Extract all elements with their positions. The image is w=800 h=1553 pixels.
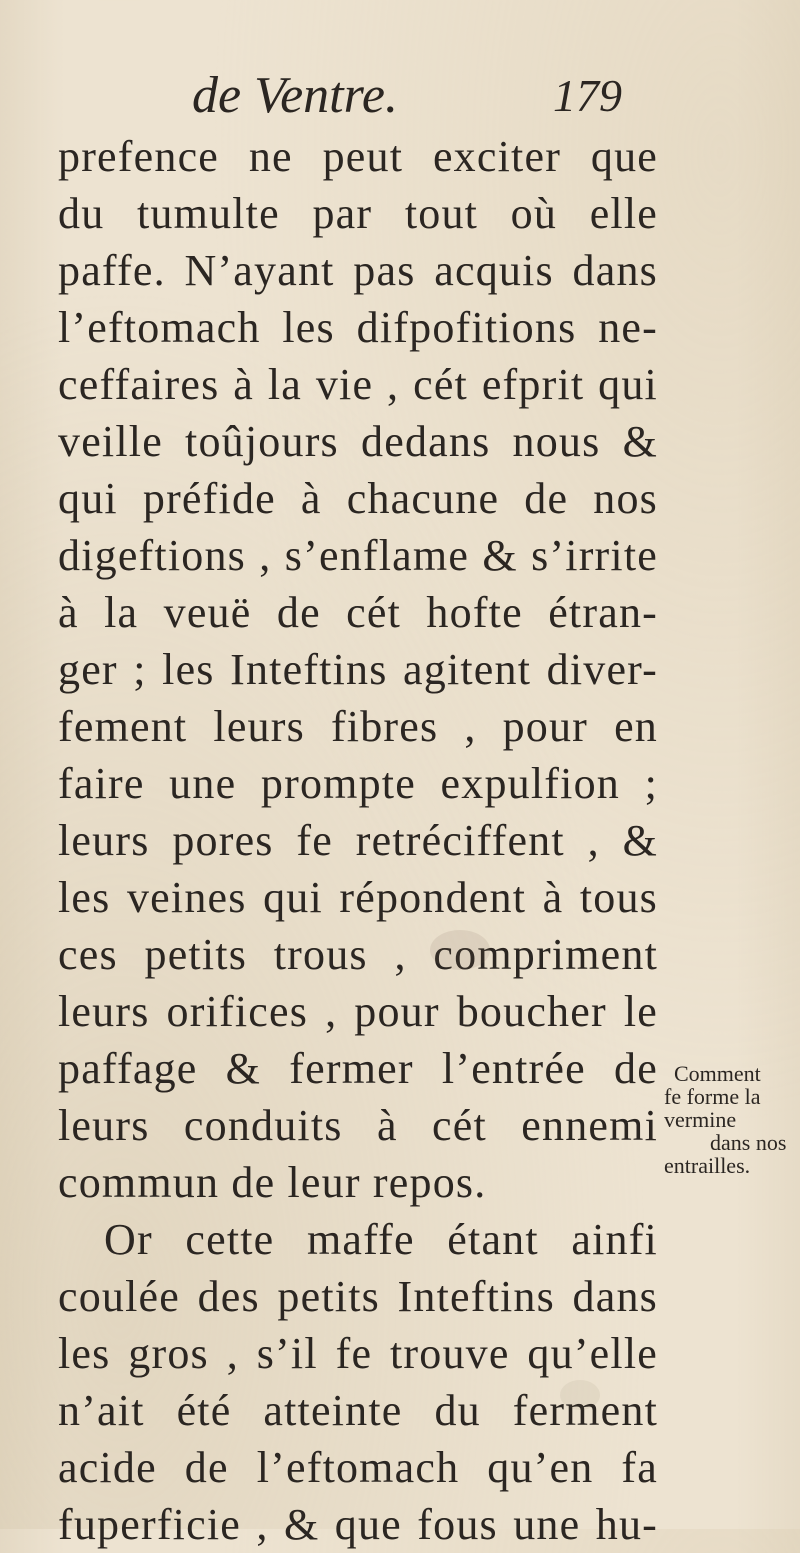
text-line: faire une prompte expulfion ; — [58, 759, 658, 808]
paper-stain — [560, 1380, 600, 1410]
text-line: fement leurs fibres , pour en — [58, 702, 658, 751]
text-line: ces petits trous , compriment — [58, 930, 658, 979]
text-line: leurs conduits à cét ennemi — [58, 1101, 658, 1150]
margin-note-line: fe forme la — [664, 1084, 761, 1109]
text-line: ceffaires à la vie , cét efprit qui — [58, 360, 658, 409]
text-line: paffage & fermer l’entrée de — [58, 1044, 658, 1093]
text-line: prefence ne peut exciter que — [58, 132, 658, 181]
text-line: du tumulte par tout où elle — [58, 189, 658, 238]
text-line: les gros , s’il fe trouve qu’elle — [58, 1329, 658, 1378]
text-line: acide de l’eftomach qu’en fa — [58, 1443, 658, 1492]
page-number: 179 — [553, 70, 622, 121]
text-line: n’ait été atteinte du ferment — [58, 1386, 658, 1435]
text-line: coulée des petits Inteftins dans — [58, 1272, 658, 1321]
text-line: l’eftomach les difpofitions ne- — [58, 303, 658, 352]
text-line: ger ; les Inteftins agitent diver- — [58, 645, 658, 694]
text-line: digeftions , s’enflame & s’irrite — [58, 531, 658, 580]
paragraph-start-line: Or cette maffe étant ainfi — [104, 1215, 658, 1264]
body-text — [58, 128, 658, 1553]
text-line: à la veuë de cét hofte étran- — [58, 588, 658, 637]
text-line: fuperficie , & que fous une hu- — [58, 1500, 658, 1549]
text-line: qui préfide à chacune de nos — [58, 474, 658, 523]
text-line: paffe. N’ayant pas acquis dans — [58, 246, 658, 295]
text-line: commun de leur repos. — [58, 1158, 487, 1207]
text-line: leurs pores fe retréciffent , & — [58, 816, 658, 865]
text-line: veille toûjours dedans nous & — [58, 417, 658, 466]
running-head-title: de Ventre. — [192, 67, 398, 124]
margin-note-line: entrailles. — [664, 1153, 751, 1178]
margin-note-line: dans nos — [710, 1130, 787, 1155]
text-line: leurs orifices , pour boucher le — [58, 987, 658, 1036]
margin-note-line: Comment — [674, 1061, 761, 1086]
margin-note — [664, 1062, 796, 1177]
running-head — [192, 66, 622, 126]
paper-stain — [430, 930, 490, 970]
text-line: les veines qui répondent à tous — [58, 873, 658, 922]
margin-note-line: vermine — [664, 1107, 737, 1132]
